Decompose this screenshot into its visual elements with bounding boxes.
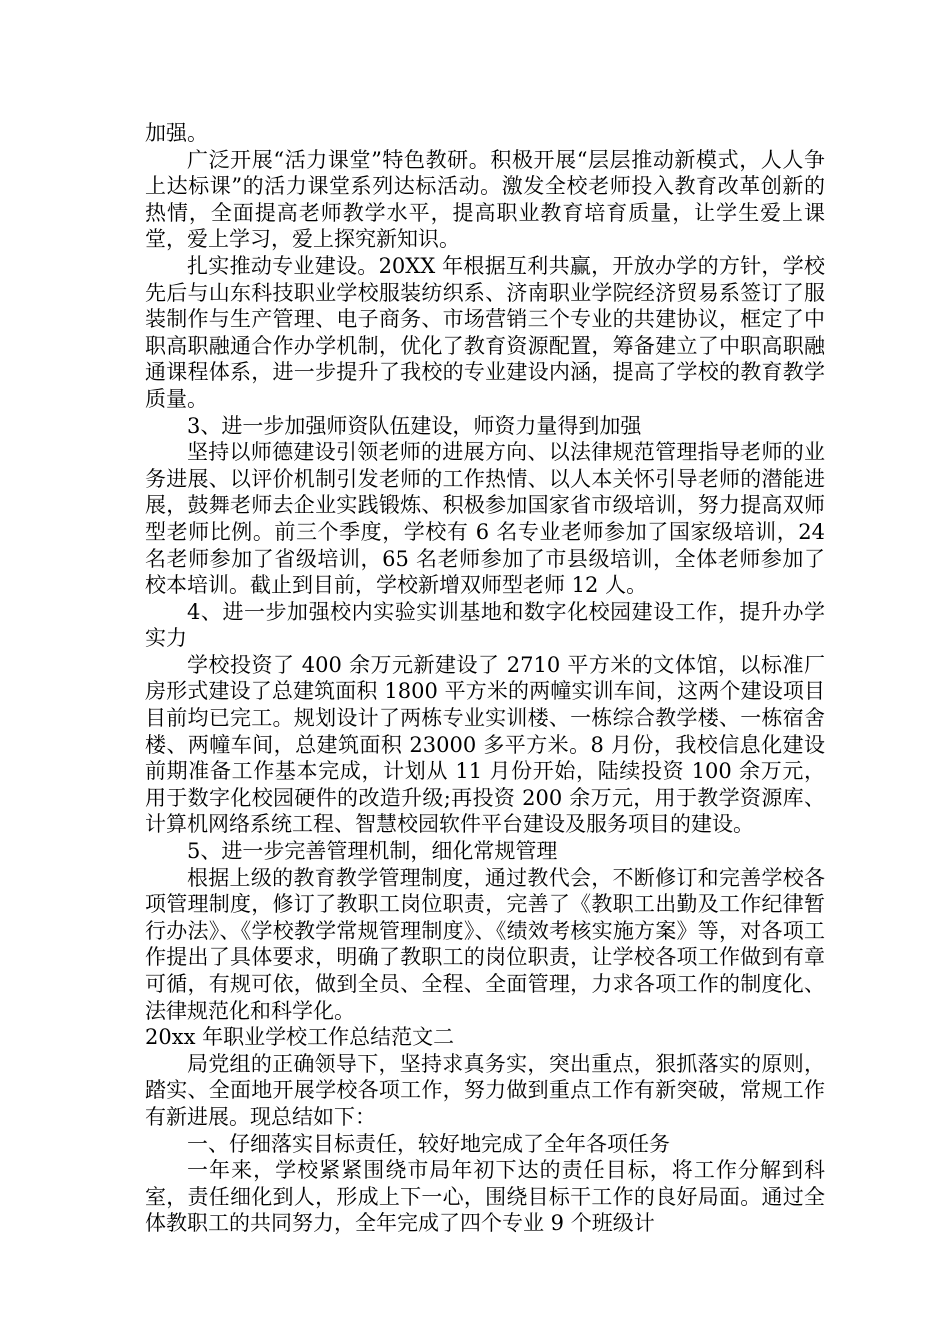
paragraph-management-system: 根据上级的教育教学管理制度，通过教代会，不断修订和完善学校各项管理制度，修订了教职工岗位职责，完善了《教职工出勤及工作纪律暂行办法》、《学校教学常规管理制度》、《绩效考核实施方案》等，对各项工作提出了具体要求，明确了教职工的岗位职责，让学校各项工作做到有章可循，有规可依，做到全员、全程、全面管理，力求各项工作的制度化、法律规范化和科学化。 <box>145 865 825 1023</box>
paragraph-annual-work: 一年来，学校紧紧围绕市局年初下达的责任目标，将工作分解到科室，责任细化到人，形成上下一心，围绕目标干工作的良好局面。通过全体教职工的共同努力，全年完成了四个专业 9 个班级计 <box>145 1158 825 1236</box>
paragraph-vitality-classroom: 广泛开展“活力课堂”特色教研。积极开展“层层推动新模式，人人争上达标课”的活力课堂系列达标活动。激发全校老师投入教育改革创新的热情，全面提高老师教学水平，提高职业教育培育质量，让学生爱上课堂，爱上学习，爱上探究新知识。 <box>145 147 825 252</box>
section-heading-target-responsibility: 一、仔细落实目标责任，较好地完成了全年各项任务 <box>187 1131 670 1156</box>
paragraph-teacher-development: 坚持以师德建设引领老师的进展方向、以法律规范管理指导老师的业务进展、以评价机制引发老师的工作热情、以人本关怀引导老师的潜能进展，鼓舞老师去企业实践锻炼、积极参加国家省市级培训，努力提高双师型老师比例。前三个季度，学校有 6 名专业老师参加了国家级培训，24 名老师参加了省级培训，65 名老师参加了市县级培训，全体老师参加了校本培训。截止到目前，学校新增双师型老师 12 人。 <box>145 440 825 598</box>
section-title-sample-two: 20xx 年职业学校工作总结范文二 <box>145 1025 455 1050</box>
paragraph-intro-continuation: 加强。 <box>145 121 208 145</box>
paragraph-campus-investment: 学校投资了 400 余万元新建设了 2710 平方米的文体馆，以标准厂房形式建设了总建筑面积 1800 平方米的两幢实训车间，这两个建设项目目前均已完工。规划设计了两栋专业实训楼、一栋综合教学楼、一栋宿舍楼、两幢车间，总建筑面积 23000 多平方米。8 月份，我校信息化建设前期准备工作基本完成，计划从 11 月份开始，陆续投资 100 余万元，用于数字化校园硬件的改造升级;再投资 200 余万元，用于教学资源库、计算机网络系统工程、智慧校园软件平台建设及服务项目的建设。 <box>145 652 825 837</box>
paragraph-major-construction: 扎实推动专业建设。20XX 年根据互利共赢，开放办学的方针，学校先后与山东科技职业学校服装纺织系、济南职业学院经济贸易系签订了服装制作与生产管理、电子商务、市场营销三个专业的共建协议，框定了中职高职融通合作办学机制，优化了教育资源配置，筹备建立了中职高职融通课程体系，进一步提升了我校的专业建设内涵，提高了学校的教育教学质量。 <box>145 253 825 411</box>
paragraph-party-leadership: 局党组的正确领导下，坚持求真务实，突出重点，狠抓落实的原则，踏实、全面地开展学校各项工作，努力做到重点工作有新突破，常规工作有新进展。现总结如下： <box>145 1051 825 1129</box>
document-page <box>145 120 825 1237</box>
section-heading-management: 5、进一步完善管理机制，细化常规管理 <box>187 839 558 864</box>
section-heading-training-base: 4、进一步加强校内实验实训基地和数字化校园建设工作，提升办学实力 <box>145 599 825 651</box>
section-heading-teacher-team: 3、进一步加强师资队伍建设，师资力量得到加强 <box>187 413 642 438</box>
